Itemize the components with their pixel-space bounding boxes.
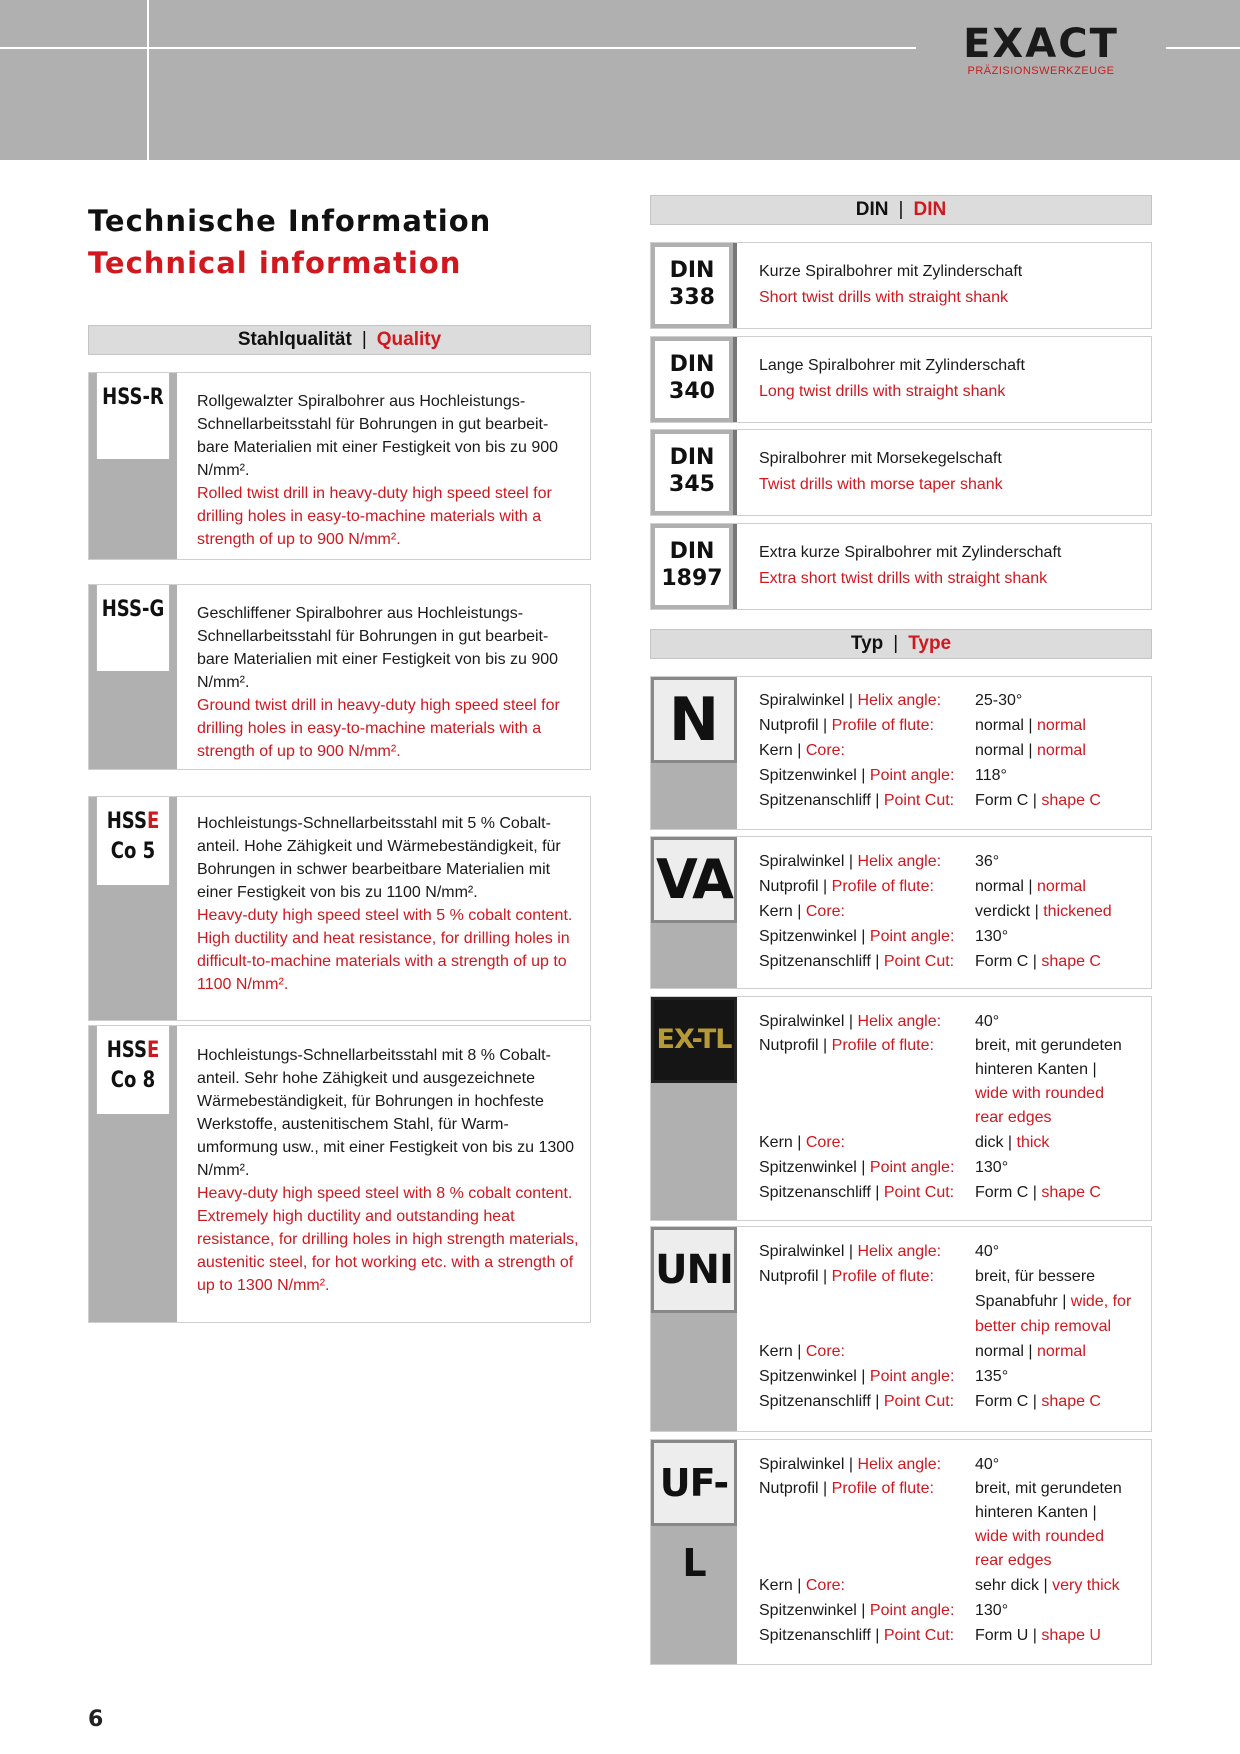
type-block-ex-tl [650,996,1152,1221]
spec-helix: Spiralwinkel | Helix angle: 25-30° [759,692,1023,709]
quality-text-de: Hochleistungs-Schnellarbeitsstahl mit 5 % Cobalt- anteil. Hohe Zähigkeit und Wärmebeständigkeit, für Bohrungen in schwer bearbeitbare Materialien mit einer Festigkeit von bis zu 1100 N/mm². [197,815,561,901]
quality-bar-de: Stahlqualität [237,329,352,350]
type-block-uni [650,1226,1152,1432]
spec-core: Kern | Core: sehr dick | very thick [759,1577,1120,1594]
spec-point-angle: Spitzenwinkel | Point angle: 130° [759,928,1009,945]
quality-bar-en: Quality [376,329,442,350]
quality-text [197,602,582,763]
din-block-345 [650,429,1152,516]
spec-point-angle: Spitzenwinkel | Point angle: 130° [759,1602,1009,1619]
din-block-338 [650,242,1152,329]
din-text-de: Lange Spiralbohrer mit Zylinderschaft [759,357,1025,374]
logo-subtitle: PRÄZISIONSWERKZEUGE [967,65,1115,77]
type-bar-sep: | [893,633,899,654]
spec-point-angle: Spitzenwinkel | Point angle: 118° [759,767,1007,784]
quality-label: HSS-R [97,373,169,459]
quality-bar-sep: | [361,329,367,350]
quality-text-en: Rolled twist drill in heavy-duty high speed steel for drilling holes in easy-to-machine materials with a strength of up to 900 N/mm². [197,485,552,548]
type-bar-en: Type [908,633,952,654]
header-band [0,0,1240,160]
quality-text-de: Rollgewalzter Spiralbohrer aus Hochleistungs- Schnellarbeitsstahl für Bohrungen in gut bearbeit- bare Materialien mit einer Festigkeit von bis zu 900 N/mm². [197,393,559,479]
din-bar-sep: | [898,199,904,220]
quality-text-de: Geschliffener Spiralbohrer aus Hochleistungs- Schnellarbeitsstahl für Bohrungen in gut bearbeit- bare Materialien mit einer Festigkeit von bis zu 900 N/mm². [197,605,559,691]
spec-helix: Spiralwinkel | Helix angle: 36° [759,853,1000,870]
quality-block-hsse-co5 [88,796,591,1021]
type-bar-de: Typ [850,633,884,654]
quality-label: HSSE Co 8 [97,1026,169,1114]
type-section-bar [650,629,1152,659]
type-badge: UNI [651,1227,737,1313]
type-badge: EX-TL [651,997,737,1083]
type-spec-rows [759,688,1145,813]
spec-point-cut: Spitzenanschliff | Point Cut: Form C | shape C [759,953,1101,970]
spec-helix: Spiralwinkel | Helix angle: 40° [759,1013,1000,1030]
quality-block-hss-r [88,372,591,560]
din-block-1897 [650,523,1152,610]
type-spec-rows [759,849,1145,974]
quality-section-bar [88,325,591,355]
din-code-badge: DIN 340 [651,337,737,422]
din-section-bar [650,195,1152,225]
quality-text-en: Ground twist drill in heavy-duty high speed steel for drilling holes in easy-to-machine materials with a strength of up to 900 N/mm². [197,697,560,760]
exact-logo [916,23,1166,79]
spec-point-angle: Spitzenwinkel | Point angle: 135° [759,1368,1009,1385]
spec-point-cut: Spitzenanschliff | Point Cut: Form C | shape C [759,792,1101,809]
din-block-340 [650,336,1152,423]
quality-block-hsse-co8 [88,1025,591,1323]
din-code-badge: DIN 338 [651,243,737,328]
type-spec-rows [759,1009,1145,1205]
din-text-en: Extra short twist drills with straight shank [759,570,1048,587]
spec-flute: Nutprofil | Profile of flute: normal | normal [759,717,1086,734]
din-text-de: Extra kurze Spiralbohrer mit Zylinderschaft [759,544,1062,561]
spec-core: Kern | Core: verdickt | thickened [759,903,1112,920]
type-block-n [650,676,1152,830]
din-code-badge: DIN 345 [651,430,737,515]
din-bar-de: DIN [855,199,889,220]
din-bar-en: DIN [913,199,947,220]
type-block-uf-l [650,1439,1152,1665]
din-text-en: Twist drills with morse taper shank [759,476,1003,493]
din-text-en: Long twist drills with straight shank [759,383,1006,400]
page-number: 6 [88,1707,104,1732]
type-spec-rows [759,1452,1145,1648]
spec-helix: Spiralwinkel | Helix angle: 40° [759,1456,1000,1473]
type-spec-rows [759,1239,1145,1414]
din-code-badge: DIN 1897 [651,524,737,609]
spec-core: Kern | Core: normal | normal [759,742,1086,759]
din-text-de: Kurze Spiralbohrer mit Zylinderschaft [759,263,1023,280]
spec-core: Kern | Core: normal | normal [759,1343,1086,1360]
spec-flute: Nutprofil | Profile of flute: breit, mit gerundeten hinteren Kanten | wide with rounded rear edges [759,1480,1122,1569]
spec-core: Kern | Core: dick | thick [759,1134,1050,1151]
spec-flute: Nutprofil | Profile of flute: breit, mit gerundeten hinteren Kanten | wide with rounded rear edges [759,1037,1122,1126]
quality-text [197,812,582,996]
type-badge: UF-L [651,1440,737,1526]
header-vertical-line [147,0,149,160]
page-title-en: Technical information [88,246,462,280]
quality-text [197,1044,582,1297]
quality-block-hss-g [88,584,591,770]
quality-label: HSSE Co 5 [97,797,169,885]
quality-text-en: Heavy-duty high speed steel with 5 % cobalt content. High ductility and heat resistance, for drilling holes in difficult-to-machine materials with a strength of up to 1100 N/mm². [197,907,573,993]
type-badge: N [651,677,737,763]
spec-flute: Nutprofil | Profile of flute: breit, für bessere Spanabfuhr | wide, for better chip removal [759,1268,1132,1335]
spec-helix: Spiralwinkel | Helix angle: 40° [759,1243,1000,1260]
logo-name: EXACT [963,21,1119,67]
din-text-de: Spiralbohrer mit Morsekegelschaft [759,450,1002,467]
din-text-en: Short twist drills with straight shank [759,289,1008,306]
type-block-va [650,836,1152,989]
spec-point-cut: Spitzenanschliff | Point Cut: Form U | shape U [759,1627,1101,1644]
spec-point-cut: Spitzenanschliff | Point Cut: Form C | shape C [759,1184,1101,1201]
type-badge: VA [651,837,737,923]
spec-point-cut: Spitzenanschliff | Point Cut: Form C | shape C [759,1393,1101,1410]
quality-text-de: Hochleistungs-Schnellarbeitsstahl mit 8 % Cobalt- anteil. Sehr hohe Zähigkeit und ausgezeichnete Wärmebeständigkeit, für Bohrungen in hochfeste Werkstoffe, austenitischem Stahl, für Warm- umformung usw., mit einer Festigkeit von bis zu 1300 N/mm². [197,1047,575,1179]
spec-point-angle: Spitzenwinkel | Point angle: 130° [759,1159,1009,1176]
spec-flute: Nutprofil | Profile of flute: normal | normal [759,878,1086,895]
quality-label: HSS-G [97,585,169,671]
quality-text-en: Heavy-duty high speed steel with 8 % cobalt content. Extremely high ductility and outstanding heat resistance, for drilling holes in high strength materials, austenitic steel, for hot working etc. with a strength of up to 1300 N/mm². [197,1185,579,1294]
quality-text [197,390,582,551]
page-title-de: Technische Information [88,204,492,238]
